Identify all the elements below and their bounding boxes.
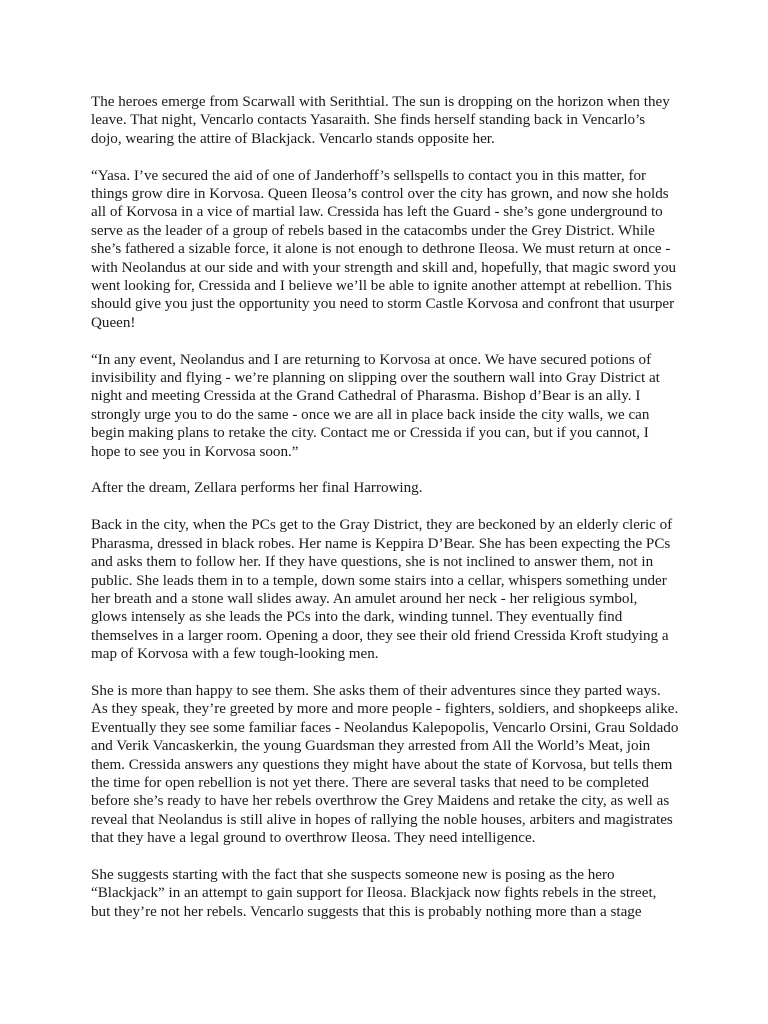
text-line: glows intensely as she leads the PCs into the dark, winding tunnel. They eventually find: [91, 609, 623, 626]
text-line: that they have a legal ground to overthrow Ileosa. They need intelligence.: [91, 830, 536, 847]
paragraph-scarwall-departure: [91, 93, 708, 148]
text-line: serve as the leader of a group of rebels based in the catacombs under the Grey District. While: [91, 222, 655, 239]
text-line: and Verik Vancaskerkin, the young Guardsman they arrested from All the World’s Meat, join: [91, 738, 651, 755]
text-line: went looking for, Cressida and I believe we’ll be able to ignite another attempt at rebellion. This: [91, 278, 672, 295]
text-line: map of Korvosa with a few tough-looking men.: [91, 646, 379, 663]
text-line: reveal that Neolandus is still alive in hopes of rallying the noble houses, arbiters and magistrates: [91, 811, 673, 828]
text-line: Eventually they see some familiar faces - Neolandus Kalepopolis, Vencarlo Orsini, Grau Soldado: [91, 719, 679, 736]
paragraph-final-harrowing: [91, 479, 708, 497]
text-line: “In any event, Neolandus and I are returning to Korvosa at once. We have secured potions of: [91, 351, 652, 368]
paragraph-blackjack-impostor: [91, 866, 708, 921]
text-line: them. Cressida answers any questions they might have about the state of Korvosa, but tells them: [91, 756, 673, 773]
text-line: “Blackjack” in an attempt to gain support for Ileosa. Blackjack now fights rebels in the street,: [91, 885, 657, 902]
text-line: invisibility and flying - we’re planning on slipping over the southern wall into Gray District at: [91, 370, 660, 387]
text-line: As they speak, they’re greeted by more and more people - fighters, soldiers, and shopkeeps alike.: [91, 701, 679, 718]
text-line: before she’s ready to have her rebels overthrow the Grey Maidens and retake the city, as well as: [91, 793, 670, 810]
text-line: begin making plans to retake the city. Contact me or Cressida if you can, but if you cannot, I: [91, 425, 649, 442]
paragraph-cressida-meeting: [91, 682, 708, 848]
paragraph-return-plan: [91, 351, 708, 461]
text-line: things grow dire in Korvosa. Queen Ileosa’s control over the city has grown, and now she holds: [91, 186, 669, 203]
text-line: her breath and a stone wall slides away. An amulet around her neck - her religious symbol,: [91, 590, 638, 607]
text-line: themselves in a larger room. Opening a door, they see their old friend Cressida Kroft studying a: [91, 627, 669, 644]
text-line: but they’re not her rebels. Vencarlo suggests that this is probably nothing more than a stage: [91, 903, 642, 920]
text-line: with Neolandus at our side and with your strength and skill and, hopefully, that magic sword you: [91, 259, 677, 276]
text-line: the time for open rebellion is not yet there. There are several tasks that need to be completed: [91, 774, 649, 791]
text-line: she’s fathered a sizable force, it alone is not enough to dethrone Ileosa. We must return at once -: [91, 241, 671, 258]
paragraph-vencarlo-message: [91, 167, 708, 333]
text-line: Queen!: [91, 314, 136, 331]
text-line: She is more than happy to see them. She asks them of their adventures since they parted ways.: [91, 682, 661, 699]
text-line: public. She leads them in to a temple, down some stairs into a cellar, whispers something under: [91, 572, 667, 589]
text-line: After the dream, Zellara performs her final Harrowing.: [91, 480, 423, 497]
text-line: She suggests starting with the fact that she suspects someone new is posing as the hero: [91, 866, 615, 883]
text-line: dojo, wearing the attire of Blackjack. Vencarlo stands opposite her.: [91, 130, 495, 147]
text-line: Pharasma, dressed in black robes. Her name is Keppira D’Bear. She has been expecting the PCs: [91, 535, 671, 552]
text-line: should give you just the opportunity you need to storm Castle Korvosa and confront that usurper: [91, 296, 675, 313]
text-line: The heroes emerge from Scarwall with Serithtial. The sun is dropping on the horizon when they: [91, 94, 670, 110]
text-line: all of Korvosa in a vice of martial law. Cressida has left the Guard - she’s gone underground to: [91, 204, 663, 221]
paragraph-gray-district: [91, 516, 708, 663]
text-line: hope to see you in Korvosa soon.”: [91, 443, 299, 460]
text-line: and asks them to follow her. If they have questions, she is not inclined to answer them, not in: [91, 554, 654, 571]
text-line: “Yasa. I’ve secured the aid of one of Janderhoff’s sellspells to contact you in this matter, for: [91, 167, 647, 184]
text-line: strongly urge you to do the same - once we are all in place back inside the city walls, we can: [91, 406, 650, 423]
text-line: night and meeting Cressida at the Grand Cathedral of Pharasma. Bishop d’Bear is an ally. I: [91, 388, 641, 405]
text-line: leave. That night, Vencarlo contacts Yasaraith. She finds herself standing back in Vencarlo’s: [91, 112, 646, 129]
text-line: Back in the city, when the PCs get to the Gray District, they are beckoned by an elderly cleric of: [91, 517, 673, 534]
